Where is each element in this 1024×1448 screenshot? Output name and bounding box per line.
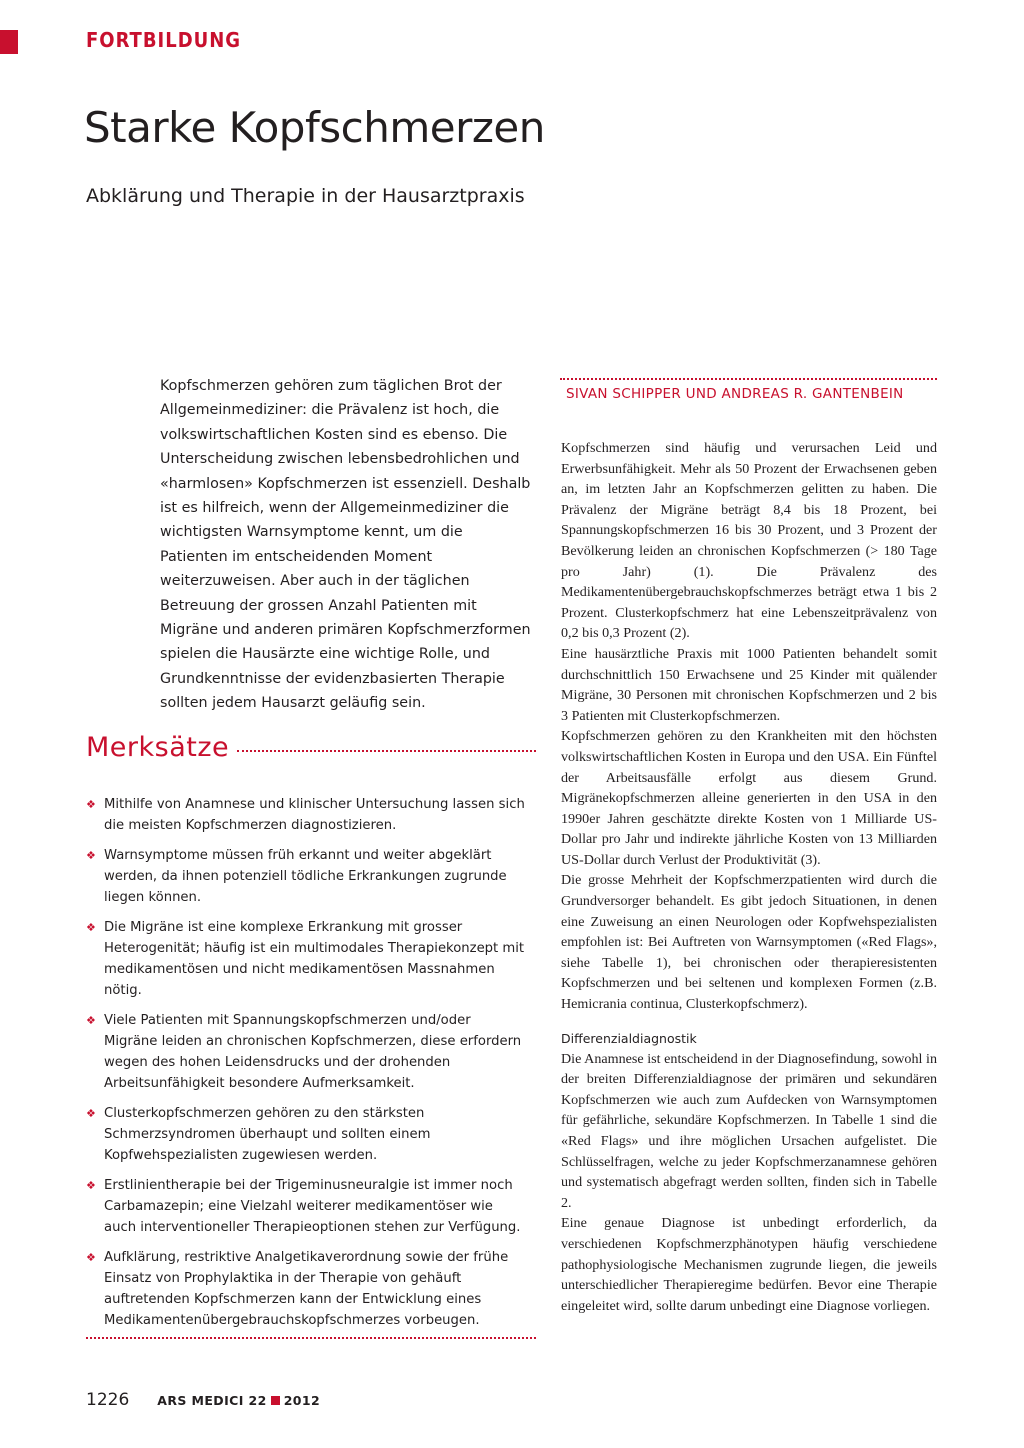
page-footer: [86, 1390, 320, 1410]
diamond-bullet-icon: ❖: [86, 798, 96, 811]
body-paragraph: Kopfschmerzen gehören zu den Krankheiten mit den höchsten volkswirtschaftlichen Kosten in Europa und den USA. Ein Fünftel der Arbeitsausfälle erfolgt aus diesem Grund. Migränekopfschmerzen alleine generierten in den USA in den 1990er Jahren geschätzte direkte Kosten von 1 Milliarde US-Dollar pro Jahr und indirekte jährliche Kosten von 13 Milliarden US-Dollar durch Verlust der Produktivität (3).: [561, 728, 937, 868]
dotted-leader: [237, 750, 536, 752]
body-paragraph: Eine hausärztliche Praxis mit 1000 Patienten behandelt somit durchschnittlich 150 Erwachsene und 25 Kinder mit quälender Migräne, 30 Personen mit chronischen Kopfschmerzen und 2 bis 3 Patienten mit Clusterkopfschmerzen.: [561, 645, 937, 724]
list-item: [86, 917, 526, 1001]
merksaetze-heading: [86, 732, 536, 772]
list-item-text: Clusterkopfschmerzen gehören zu den stärksten Schmerzsyndromen überhaupt und sollten einem Kopfwehspezialisten zugewiesen werden.: [104, 1106, 431, 1163]
page-number: 1226: [86, 1390, 130, 1410]
list-item: [86, 1175, 526, 1238]
author-byline: SIVAN SCHIPPER UND ANDREAS R. GANTENBEIN: [566, 386, 904, 402]
list-item-text: Erstlinientherapie bei der Trigeminusneuralgie ist immer noch Carbamazepin; eine Vielzahl weiterer medikamentöser wie auch interventioneller Therapieoptionen stehen zur Verfügung.: [104, 1178, 521, 1235]
body-paragraph: Eine genaue Diagnose ist unbedingt erforderlich, da verschiedenen Kopfschmerzphänotypen häufig verschiedene pathophysiologische Mechanismen zugrunde liegen, die jeweils unterschiedlicher Therapieregime bedürfen. Bevor eine Therapie eingeleitet wird, sollte darum unbedingt eine Diagnose vorliegen.: [561, 1215, 937, 1314]
journal-year: 2012: [283, 1393, 321, 1408]
list-item: [86, 1247, 526, 1331]
lead-paragraph: Kopfschmerzen gehören zum täglichen Brot der Allgemeinmediziner: die Prävalenz ist hoch, die volkswirtschaftlichen Kosten sind es ebenso. Die Unterscheidung zwischen lebensbedrohlichen und «harmlosen» Kopfschmerzen ist essenziell. Deshalb ist es hilfreich, wenn der Allgemeinmediziner die wichtigsten Warnsymptome kennt, um die Patienten im entscheidenden Moment weiterzuweisen. Aber auch in der täglichen Betreuung der grossen Anzahl Patienten mit Migräne und anderen primären Kopfschmerzformen spielen die Hausärzte eine wichtige Rolle, und Grundkenntnisse der evidenzbasierten Therapie sollten jedem Hausarzt geläufig sein.: [160, 378, 531, 712]
list-item-text: Aufklärung, restriktive Analgetikaverordnung sowie der frühe Einsatz von Prophylaktika in der Therapie von gehäuft auftretenden Kopfschmerzen kann der Entwicklung eines Medikamentenübergebrauchskopfschmerzes vorbeugen.: [104, 1250, 509, 1328]
list-item: [86, 845, 526, 908]
body-paragraph: Die Anamnese ist entscheidend in der Diagnosefindung, sowohl in der breiten Differenzialdiagnose der primären und sekundären Kopfschmerzen wie auch zum Aufdecken von Warnsymptomen für gefährliche, sekundäre Kopfschmerzen. In Tabelle 1 sind die «Red Flags» und ihre möglichen Ursachen aufgelistet. Die Schlüsselfragen, welche zu jeder Kopfschmerzanamnese gehören und systematisch abgefragt werden sollten, finden sich in Tabelle 2.: [561, 1050, 937, 1211]
article-title: Starke Kopfschmerzen: [84, 103, 545, 152]
diamond-bullet-icon: ❖: [86, 1014, 96, 1027]
merksaetze-title: Merksätze: [86, 732, 230, 763]
diamond-bullet-icon: ❖: [86, 921, 96, 934]
list-item: [86, 1103, 526, 1166]
section-subheading: Differenzialdiagnostik: [561, 1030, 697, 1046]
list-item: [86, 1010, 526, 1094]
body-paragraph: Kopfschmerzen sind häufig und verursachen Leid und Erwerbsunfähigkeit. Mehr als 50 Prozent der Erwachsenen geben an, im letzten Jahr an Kopfschmerzen gelitten zu haben. Die Prävalenz der Migräne beträgt 8,4 bis 18 Prozent, bei Spannungskopfschmerzen 16 bis 30 Prozent, und 3 Prozent der Bevölkerung leiden an chronischen Kopfschmerzen (> 180 Tage pro Jahr) (1). Die Prävalenz des Medikamentenübergebrauchskopfschmerzes beträgt etwa 1 bis 2 Prozent. Clusterkopfschmerz hat eine Lebenszeitprävalenz von 0,2 bis 0,3 Prozent (2).: [561, 440, 937, 642]
diamond-bullet-icon: ❖: [86, 1251, 96, 1264]
article-subtitle: Abklärung und Therapie in der Hausarztpraxis: [86, 185, 525, 207]
square-separator-icon: [271, 1396, 280, 1405]
diamond-bullet-icon: ❖: [86, 849, 96, 862]
list-item-text: Viele Patienten mit Spannungskopfschmerzen und/oder Migräne leiden an chronischen Kopfschmerzen, diese erfordern wegen des hohen Leidensdrucks und der drohenden Arbeitsunfähigkeit besondere Aufmerksamkeit.: [104, 1013, 522, 1091]
section-marker: [0, 30, 18, 54]
list-item-text: Warnsymptome müssen früh erkannt und weiter abgeklärt werden, da ihnen potenziell tödliche Erkrankungen zugrunde liegen können.: [104, 848, 507, 905]
list-item-text: Mithilfe von Anamnese und klinischer Untersuchung lassen sich die meisten Kopfschmerzen diagnostizieren.: [104, 797, 525, 833]
diamond-bullet-icon: ❖: [86, 1179, 96, 1192]
journal-issue: ARS MEDICI 22: [157, 1393, 267, 1408]
body-column: [561, 438, 937, 1316]
section-label: FORTBILDUNG: [86, 28, 242, 52]
dotted-divider-left: [86, 1337, 536, 1339]
diamond-bullet-icon: ❖: [86, 1107, 96, 1120]
list-item-text: Die Migräne ist eine komplexe Erkrankung mit grosser Heterogenität; häufig ist ein multimodales Therapiekonzept mit medikamentösen und nicht medikamentösen Massnahmen nötig.: [104, 920, 525, 998]
dotted-divider-right: [560, 378, 937, 380]
merksaetze-list: [86, 794, 526, 1340]
body-paragraph: Die grosse Mehrheit der Kopfschmerzpatienten wird durch die Grundversorger behandelt. Es gibt jedoch Situationen, in denen eine Zuweisung an einen Neurologen oder Kopfwehspezialisten empfohlen ist: Bei Auftreten von Warnsymptomen («Red Flags», siehe Tabelle 1), bei chronischen oder therapieresistenten Kopfschmerzen und bei seltenen und komplexen Formen (z.B. Hemicrania continua, Clusterkopfschmerz).: [561, 872, 937, 1013]
list-item: [86, 794, 526, 836]
